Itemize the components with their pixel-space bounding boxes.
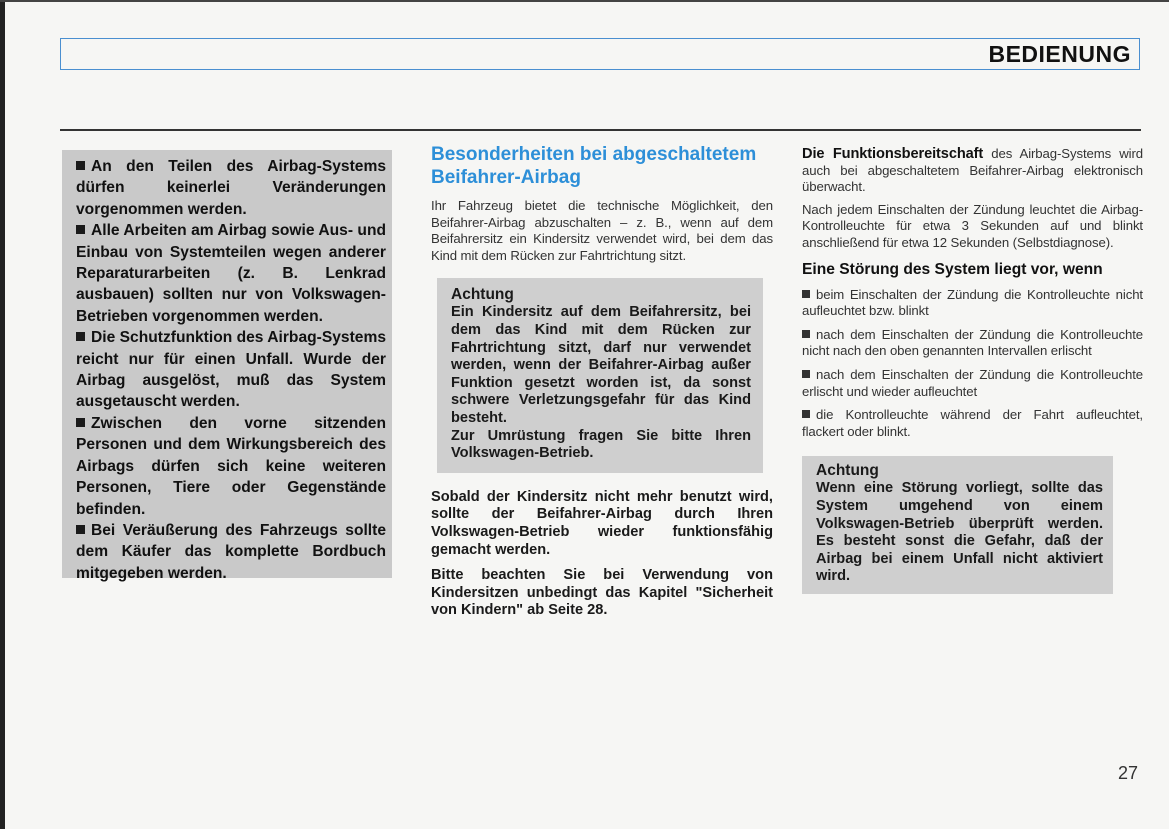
bullet-square-icon — [802, 330, 810, 338]
deactivated-airbag-section — [431, 143, 773, 620]
section-title: BEDIENUNG — [980, 39, 1131, 69]
bullet-square-icon — [802, 410, 810, 418]
list-item: Zwischen den vorne sitzenden Personen und dem Wirkungsbereich des Airbags dürfen sich keine weiteren Personen, Tiere oder Gegenstände befinden. — [76, 414, 386, 518]
body-paragraph-reference: Bitte beachten Sie bei Verwendung von Kindersitzen unbedingt das Kapitel "Sicherheit von Kindern" ab Seite 28. — [431, 567, 773, 619]
page-edge — [0, 0, 5, 829]
bullet-square-icon — [76, 418, 85, 427]
bullet-square-icon — [76, 525, 85, 534]
section-heading: Besonderheiten bei abgeschaltetem Beifahrer-Airbag — [431, 144, 757, 188]
bullet-square-icon — [76, 161, 85, 170]
page-number: 27 — [1118, 763, 1139, 783]
list-item: Alle Arbeiten am Airbag sowie Aus- und Einbau von Systemteilen wegen anderer Reparaturarbeiten (z. B. Lenkrad ausbauen) sollten nur von Volkswagen-Betrieben vorgenommen werden. — [76, 222, 386, 325]
warning-title: Achtung — [451, 286, 514, 304]
list-item: Die Schutzfunktion des Airbag-Systems reicht nur für einen Unfall. Wurde der Airbag ausgelöst, muß das System ausgetauscht werden. — [76, 329, 386, 411]
body-paragraph: Sobald der Kindersitz nicht mehr benutzt wird, sollte der Beifahrer-Airbag durch Ihren Volkswagen-Betrieb wieder funktionsfähig gemacht werden. — [431, 488, 773, 558]
bullet-square-icon — [802, 370, 810, 378]
warning-text: Wenn eine Störung vorliegt, sollte das System umgehend von einem Volkswagen-Betrieb überprüft werden. Es besteht sonst die Gefahr, daß der Airbag bei einem Unfall nicht aktiviert wird. — [816, 480, 1103, 585]
header-rule — [60, 129, 1141, 131]
warning-text: Ein Kindersitz auf dem Beifahrersitz, bei dem das Kind mit dem Rücken zur Fahrtrichtung sitzt, darf nur verwendet werden, wenn der Beifahrer-Airbag außer Funktion gesetzt worden ist, da sonst schwere Verletzungsgefahr für das Kind besteht. — [451, 304, 751, 426]
self-diagnosis-text: Nach jedem Einschalten der Zündung leuchtet die Airbag-Kontrolleuchte für etwa 3 Sekunden auf und blinkt anschließend für etwa 12 Sekunden (Selbstdiagnose). — [802, 201, 1143, 250]
warning-box — [437, 278, 763, 472]
intro-text: Die Funktionsbereitschaft des Airbag-Systems wird auch bei abgeschaltetem Beifahrer-Airbag elektronisch überwacht. — [802, 146, 1143, 195]
header-frame — [60, 38, 1140, 70]
page-top-edge — [0, 0, 1169, 2]
bullet-square-icon — [802, 290, 810, 298]
warning-box — [802, 456, 1113, 594]
list-item: beim Einschalten der Zündung die Kontrolleuchte nicht aufleuchtet bzw. blinkt — [802, 286, 1143, 319]
intro-bold: Die Funktionsbereitschaft — [802, 146, 984, 162]
warning-title: Achtung — [816, 462, 879, 480]
intro-text: Ihr Fahrzeug bietet die technische Möglichkeit, den Beifahrer-Airbag abzuschalten – z. B., wenn auf dem Beifahrersitz ein Kindersitz verwendet wird, bei dem das Kind mit dem Rücken zur Fahrtrichtung sitzt. — [431, 198, 773, 263]
list-item: nach dem Einschalten der Zündung die Kontrolleuchte nicht nach den oben genannten Intervallen erlischt — [802, 326, 1143, 359]
warning-text-2: Zur Umrüstung fragen Sie bitte Ihren Volkswagen-Betrieb. — [451, 427, 751, 462]
list-item: Bei Veräußerung des Fahrzeugs sollte dem Käufer das komplette Bordbuch mitgegeben werden. — [76, 521, 386, 582]
list-item: nach dem Einschalten der Zündung die Kontrolleuchte erlischt und wieder aufleuchtet — [802, 366, 1143, 399]
list-item: An den Teilen des Airbag-Systems dürfen keinerlei Veränderungen vorgenommen werden. — [76, 158, 386, 218]
function-monitoring-section — [802, 146, 1143, 594]
fault-heading: Eine Störung des System liegt vor, wenn — [802, 260, 1103, 278]
bullet-square-icon — [76, 332, 85, 341]
list-item: die Kontrolleuchte während der Fahrt aufleuchtet, flackert oder blinkt. — [802, 407, 1143, 439]
airbag-notes-box — [62, 150, 392, 582]
bullet-square-icon — [76, 225, 85, 234]
